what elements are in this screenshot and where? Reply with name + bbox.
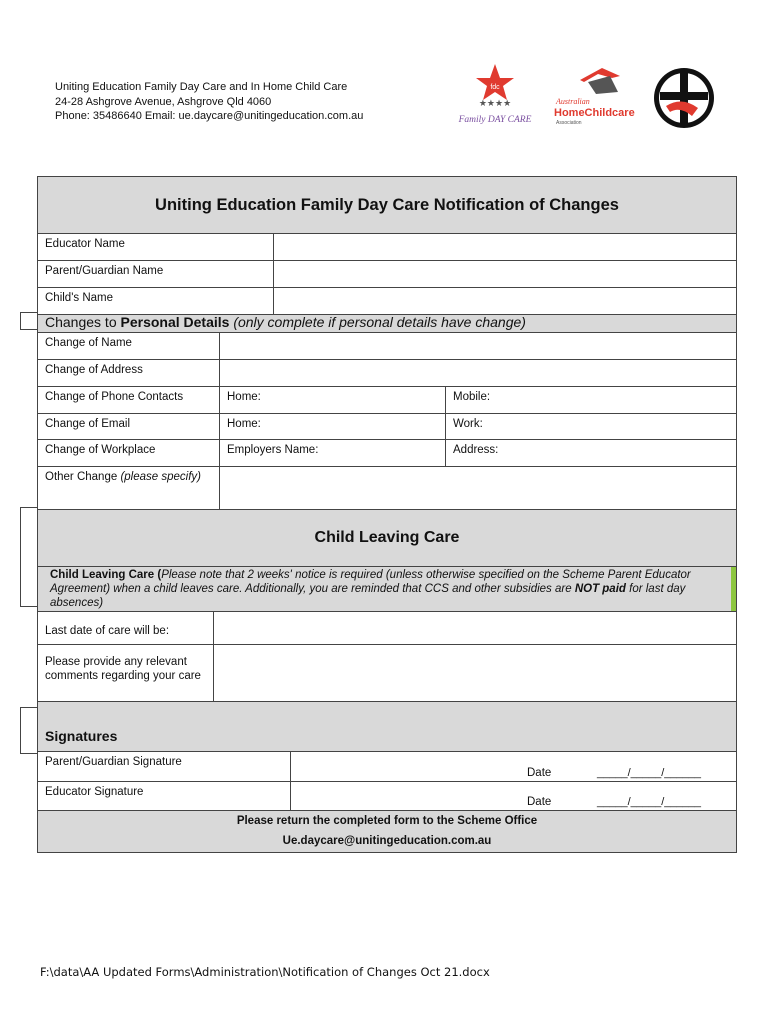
change-address-label: Change of Address [45,364,143,376]
change-address-field[interactable] [219,360,736,386]
comments-field[interactable] [213,645,736,701]
parent-signature-label: Parent/Guardian Signature [45,756,182,768]
home-childcare-logo-text: HomeChildcare [554,107,635,119]
section-tab [20,707,37,754]
change-workplace-row [38,439,736,466]
svg-text:★★★★: ★★★★ [478,99,512,109]
last-date-field[interactable] [213,612,736,644]
uniting-church-logo [652,66,716,130]
educator-signature-field[interactable] [290,782,520,810]
parent-name-row [38,260,736,287]
other-change-row [38,466,736,509]
section-tab [20,312,37,330]
parent-date-label: Date [527,767,552,779]
svg-text:Association: Association [556,120,582,126]
return-email[interactable]: Ue.daycare@unitingeducation.com.au [282,835,492,847]
change-name-label: Change of Name [45,337,132,349]
section-tab [20,507,37,607]
child-name-row [38,287,736,314]
educator-date-field[interactable]: _____/_____/______ [597,796,701,808]
parent-name-label: Parent/Guardian Name [45,265,164,277]
educator-name-row [38,233,736,260]
email-work-field[interactable]: Work: [445,414,736,439]
form-title: Uniting Education Family Day Care Notification of Changes [38,177,736,233]
return-line: Please return the completed form to the Scheme Office [236,815,538,827]
family-day-care-logo-text: Family DAY CARE [458,115,532,125]
other-change-field[interactable] [219,467,736,509]
child-name-field[interactable] [273,288,736,314]
organisation-contact: Phone: 35486640 Email: ue.daycare@unitingeducation.com.au [55,110,364,122]
change-name-row [38,332,736,359]
comments-row [38,644,736,701]
employer-name-field[interactable]: Employers Name: [219,440,445,466]
organisation-name: Uniting Education Family Day Care and In Home Child Care [55,81,348,93]
personal-details-heading: Changes to Personal Details (only complete if personal details have change) [38,314,736,332]
organisation-address: 24-28 Ashgrove Avenue, Ashgrove Qld 4060 [55,95,272,108]
svg-text:fdc: fdc [490,84,500,91]
file-path-footer: F:\data\AA Updated Forms\Administration\Notification of Changes Oct 21.docx [40,965,490,979]
parent-name-field[interactable] [273,261,736,287]
signatures-heading: Signatures [38,701,736,751]
last-date-row [38,611,736,644]
change-phone-row [38,386,736,413]
change-name-field[interactable] [219,333,736,359]
educator-signature-row [38,781,736,810]
parent-date-field[interactable]: _____/_____/______ [597,767,701,779]
educator-date-label: Date [527,796,552,808]
change-email-row [38,413,736,439]
child-name-label: Child's Name [45,292,114,304]
email-home-field[interactable]: Home: [219,414,445,439]
educator-name-label: Educator Name [45,238,125,250]
svg-text:Australian: Australian [556,97,590,106]
other-change-label: Other Change (please specify) [45,471,201,483]
parent-signature-row [38,751,736,781]
phone-mobile-field[interactable]: Mobile: [445,387,736,413]
organisation-header [55,80,363,124]
change-email-label: Change of Email [45,418,131,430]
phone-home-field[interactable]: Home: [219,387,445,413]
parent-signature-field[interactable] [290,752,520,781]
home-childcare-logo [552,62,640,128]
change-workplace-label: Change of Workplace [45,444,156,456]
change-phone-label: Change of Phone Contacts [45,391,184,403]
child-leaving-notice: Child Leaving Care (Please note that 2 weeks' notice is required (unless otherwise specified on the Scheme Parent Educator Agreement) when a child leaves care. Additionally, you are reminded that CCS and other subsidies are NOT paid for last day absences) [38,566,736,611]
workplace-address-field[interactable]: Address: [445,440,736,466]
family-day-care-logo [450,62,540,128]
notification-form [37,176,737,853]
return-instructions [38,810,736,852]
last-date-label: Last date of care will be: [45,625,170,637]
change-address-row [38,359,736,386]
educator-signature-label: Educator Signature [45,786,144,798]
comments-label: Please provide any relevant comments regarding your care [45,656,201,682]
child-leaving-title: Child Leaving Care [38,509,736,566]
educator-name-field[interactable] [273,234,736,260]
